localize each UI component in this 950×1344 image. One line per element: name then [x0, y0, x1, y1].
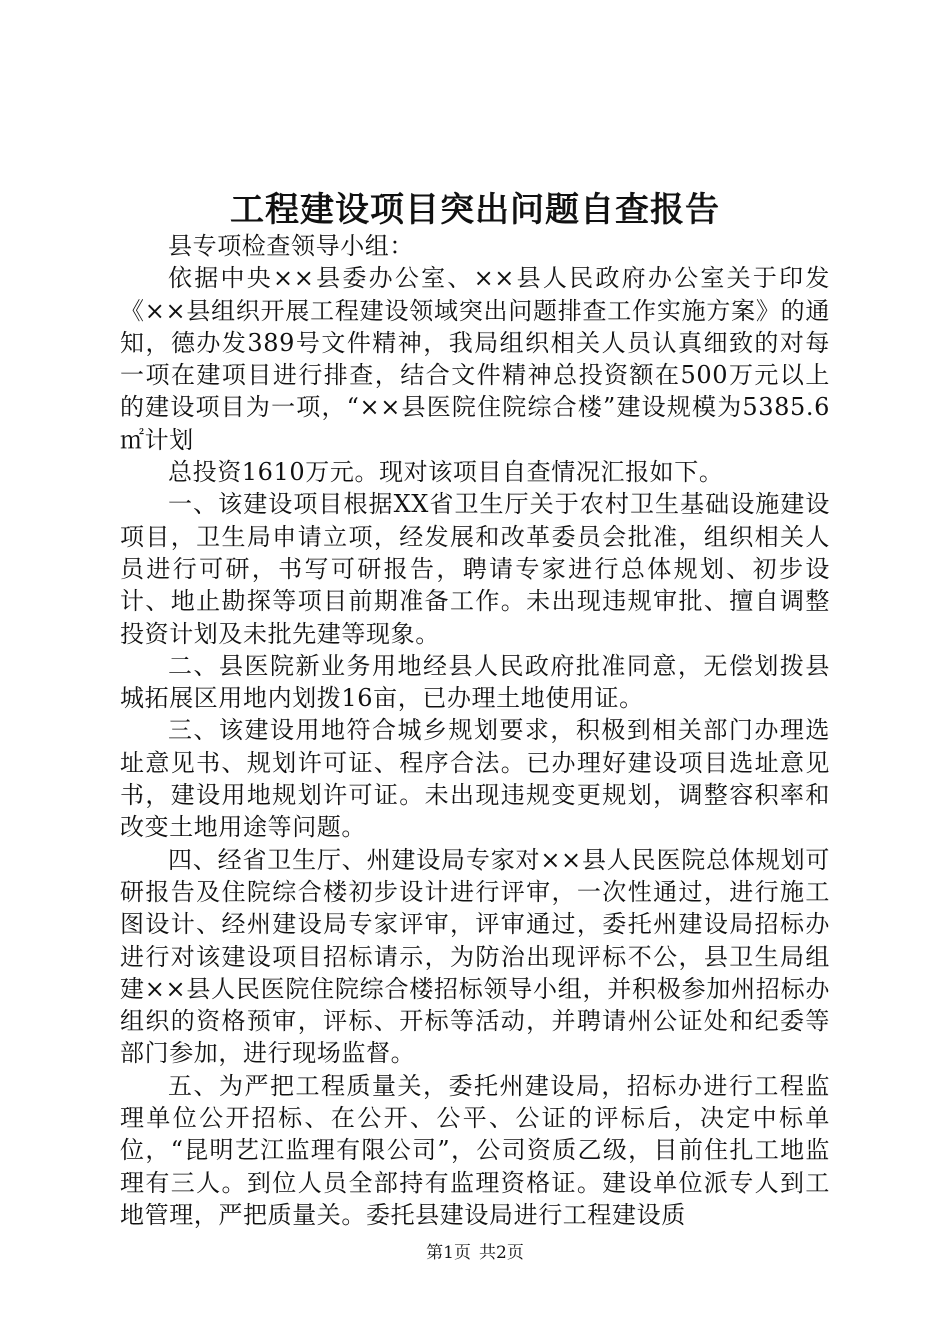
document-body — [120, 230, 830, 1231]
page-number-total: 共2页 — [479, 1243, 524, 1263]
paragraph-investment: 总投资1610万元。现对该项目自查情况汇报如下。 — [168, 458, 724, 487]
paragraph-intro: 依据中央××县委办公室、××县人民政府办公室关于印发《××县组织开展工程建设领域突出问题排查工作实施方案》的通知，德办发389号文件精神，我局组织相关人员认真细致的对每一项在建项目进行排查，结合文件精神总投资额在500万元以上的建设项目为一项，“××县医院住院综合楼”建设规模为5385.6㎡计划 — [120, 264, 830, 454]
document-title: 工程建设项目突出问题自查报告 — [230, 190, 720, 230]
salutation: 县专项检查领导小组： — [168, 232, 414, 260]
paragraph-item-4: 四、经省卫生厅、州建设局专家对××县人民医院总体规划可研报告及住院综合楼初步设计进行评审，一次性通过，进行施工图设计、经州建设局专家评审，评审通过，委托州建设局招标办进行对该建设项目招标请示，为防治出现评标不公，县卫生局组建××县人民医院住院综合楼招标领导小组，并积极参加州招标办组织的资格预审，评标、开标等活动，并聘请州公证处和纪委等部门参加，进行现场监督。 — [120, 845, 830, 1068]
paragraph-item-5: 五、为严把工程质量关，委托州建设局，招标办进行工程监理单位公开招标、在公开、公平、公证的评标后，决定中标单位，“昆明艺江监理有限公司”，公司资质乙级，目前住扎工地监理有三人。到位人员全部持有监理资格证。建设单位派专人到工地管理，严把质量关。委托县建设局进行工程建设质 — [120, 1071, 830, 1229]
page-number-current: 第1页 — [426, 1243, 471, 1263]
paragraph-item-1: 一、该建设项目根据XX省卫生厅关于农村卫生基础设施建设项目，卫生局申请立项，经发展和改革委员会批准，组织相关人员进行可研，书写可研报告，聘请专家进行总体规划、初步设计、地止勘探等项目前期准备工作。未出现违规审批、擅自调整投资计划及未批先建等现象。 — [120, 490, 830, 648]
paragraph-item-2: 二、县医院新业务用地经县人民政府批准同意，无偿划拨县城拓展区用地内划拨16亩，已办理土地使用证。 — [120, 651, 830, 713]
paragraph-item-3: 三、该建设用地符合城乡规划要求，积极到相关部门办理选址意见书、规划许可证、程序合法。已办理好建设项目选址意见书，建设用地规划许可证。未出现违规变更规划，调整容积率和改变土地用途等问题。 — [120, 716, 830, 842]
page-footer — [0, 1242, 950, 1264]
